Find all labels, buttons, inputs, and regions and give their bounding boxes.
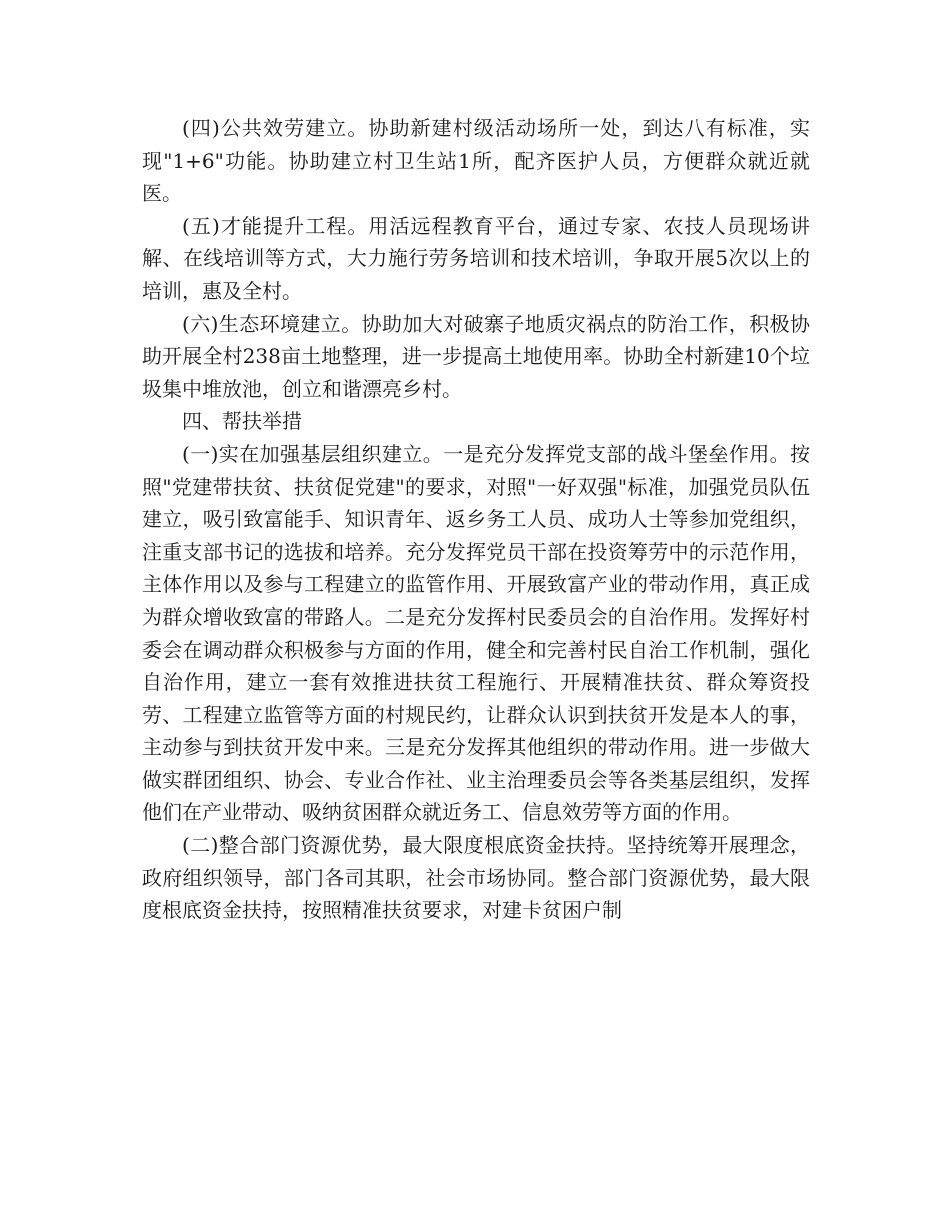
paragraph-grassroots-organization: (一)实在加强基层组织建立。一是充分发挥党支部的战斗堡垒作用。按照"党建带扶贫、扶贫促党建"的要求，对照"一好双强"标准，加强党员队伍建立，吸引致富能手、知识青年、返乡务工人员、成功人士等参加党组织，注重支部书记的选拔和培养。充分发挥党员干部在投资筹劳中的示范作用，主体作用以及参与工程建立的监管作用、开展致富产业的带动作用，真正成为群众增收致富的带路人。二是充分发挥村民委员会的自治作用。发挥好村委会在调动群众积极参与方面的作用，健全和完善村民自治工作机制，强化自治作用，建立一套有效推进扶贫工程施行、开展精准扶贫、群众筹资投劳、工程建立监管等方面的村规民约，让群众认识到扶贫开发是本人的事，主动参与到扶贫开发中来。三是充分发挥其他组织的带动作用。进一步做大做实群团组织、协会、专业合作社、业主治理委员会等各类基层组织，发挥他们在产业带动、吸纳贫困群众就近务工、信息效劳等方面的作用。 — [142, 441, 810, 825]
paragraph-department-resources: (二)整合部门资源优势，最大限度根底资金扶持。坚持统筹开展理念，政府组织领导，部门各司其职，社会市场协同。整合部门资源优势，最大限度根底资金扶持，按照精准扶贫要求，对建卡贫困户制 — [142, 833, 810, 923]
section-heading-measures: 四、帮扶举措 — [182, 409, 302, 434]
paragraph-ecology: (六)生态环境建立。协助加大对破寨子地质灾祸点的防治工作，积极协助开展全村238亩土地整理，进一步提高土地使用率。协助全村新建10个垃圾集中堆放池，创立和谐漂亮乡村。 — [142, 311, 810, 401]
paragraph-public-service: (四)公共效劳建立。协助新建村级活动场所一处，到达八有标准，实现"1+6"功能。协助建立村卫生站1所，配齐医护人员，方便群众就近就医。 — [142, 116, 810, 206]
paragraph-skills-upgrade: (五)才能提升工程。用活远程教育平台，通过专家、农技人员现场讲解、在线培训等方式，大力施行劳务培训和技术培训，争取开展5次以上的培训，惠及全村。 — [142, 213, 810, 303]
document-body — [142, 112, 810, 927]
